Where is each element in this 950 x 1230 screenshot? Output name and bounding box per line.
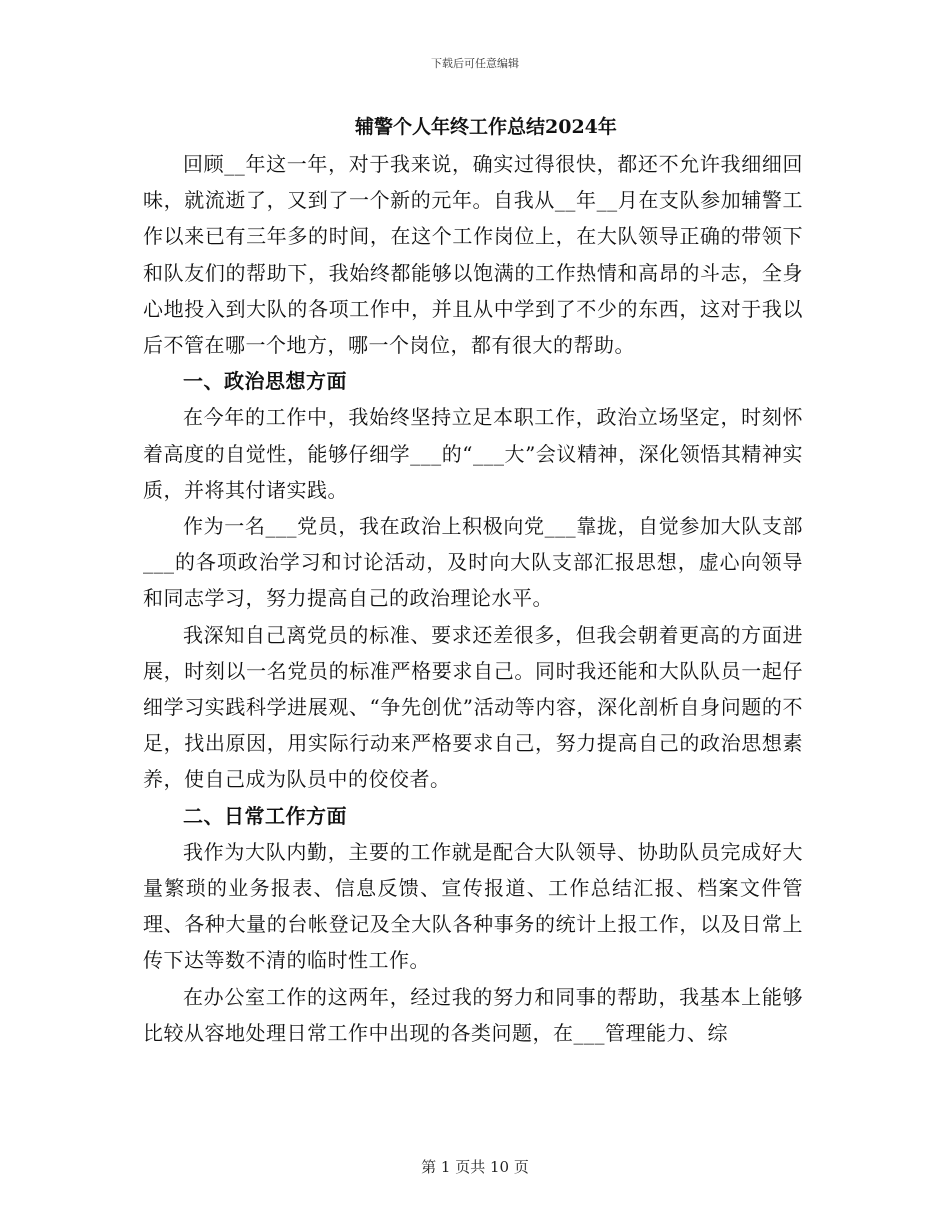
paragraph-intro: 回顾__年这一年，对于我来说，确实过得很快，都还不允许我细细回味，就流逝了，又到了一个新的元年。自我从__年__月在支队参加辅警工作以来已有三年多的时间，在这个工作岗位上，在大队领导正确的带领下和队友们的帮助下，我始终都能够以饱满的工作热情和高昂的斗志，全身心地投入到大队的各项工作中，并且从中学到了不少的东西，这对于我以后不管在哪一个地方，哪一个岗位，都有很大的帮助。 (143, 152, 803, 358)
paragraph-political-1: 在今年的工作中，我始终坚持立足本职工作，政治立场坚定，时刻怀着高度的自觉性，能够仔细学___的“___大”会议精神，深化领悟其精神实质，并将其付诸实践。 (143, 405, 803, 502)
section-heading-daily-work: 二、日常工作方面 (183, 803, 347, 828)
paragraph-daily-work-2: 在办公室工作的这两年，经过我的努力和同事的帮助，我基本上能够比较从容地处理日常工作中出现的各类问题，在___管理能力、综 (143, 984, 803, 1045)
paragraph-political-3: 我深知自己离党员的标准、要求还差很多，但我会朝着更高的方面进展，时刻以一名党员的标准严格要求自己。同时我还能和大队队员一起仔细学习实践科学进展观、“争先创优”活动等内容，深化剖析自身问题的不足，找出原因，用实际行动来严格要求自己，努力提高自己的政治思想素养，使自己成为队员中的佼佼者。 (143, 622, 803, 792)
section-heading-political: 一、政治思想方面 (183, 369, 347, 394)
page-number-footer: 第 1 页共 10 页 (421, 1158, 529, 1176)
document-body (143, 108, 803, 1051)
paragraph-daily-work-1: 我作为大队内勤，主要的工作就是配合大队领导、协助队员完成好大量繁琐的业务报表、信息反馈、宣传报道、工作总结汇报、档案文件管理、各种大量的台帐登记及全大队各种事务的统计上报工作，以及日常上传下达等数不清的临时性工作。 (143, 839, 803, 973)
document-title: 辅警个人年终工作总结2024年 (355, 116, 617, 138)
paragraph-political-2: 作为一名___党员，我在政治上积极向党___靠拢，自觉参加大队支部___的各项政治学习和讨论活动，及时向大队支部汇报思想，虚心向领导和同志学习，努力提高自己的政治理论水平。 (143, 514, 803, 611)
page-header-note: 下载后可任意编辑 (431, 57, 519, 70)
